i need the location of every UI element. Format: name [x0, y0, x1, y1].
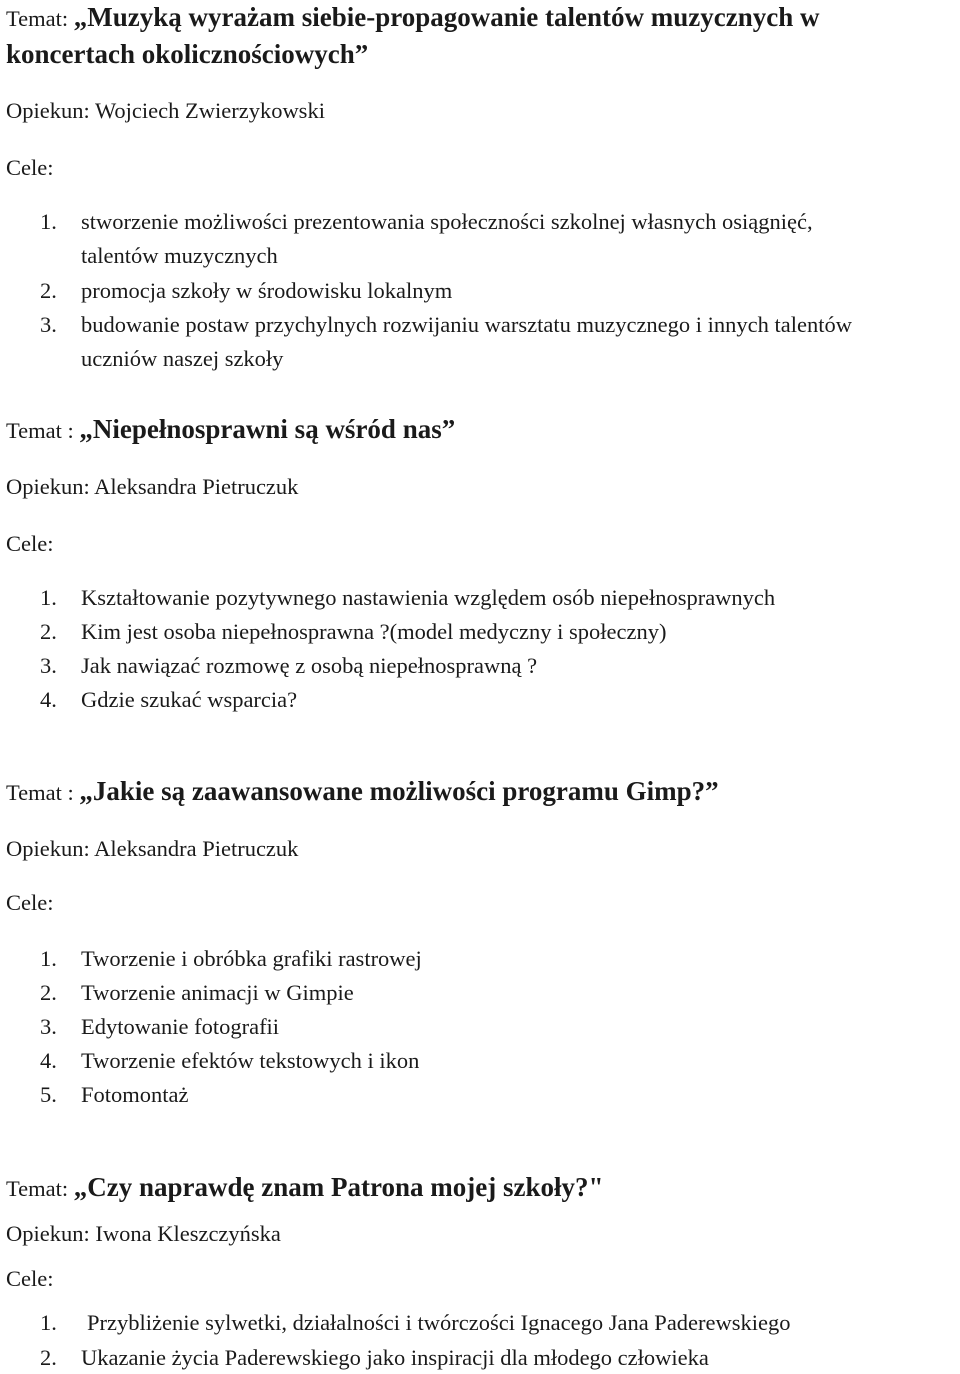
- goal-number: 2.: [40, 980, 57, 1005]
- section-4-opiekun: Opiekun: Iwona Kleszczyńska: [6, 1221, 281, 1246]
- goal-number: 2.: [40, 1345, 57, 1370]
- goal-number: 1.: [40, 946, 57, 971]
- goal-text: promocja szkoły w środowisku lokalnym: [81, 278, 453, 303]
- section-2-temat-label: Temat :: [6, 418, 80, 443]
- goal-number: 1.: [40, 585, 57, 610]
- section-3-temat-label: Temat :: [6, 780, 80, 805]
- goal-text: Tworzenie animacji w Gimpie: [81, 980, 354, 1005]
- goal-text: Tworzenie i obróbka grafiki rastrowej: [81, 946, 422, 971]
- goal-number: 3.: [40, 1014, 57, 1039]
- goal-number: 3.: [40, 312, 57, 337]
- goal-number: 4.: [40, 1048, 57, 1073]
- goal-number: 1.: [40, 209, 57, 234]
- goal-text-line-2: talentów muzycznych: [81, 243, 278, 268]
- goal-number: 1.: [40, 1310, 57, 1335]
- section-1-opiekun: Opiekun: Wojciech Zwierzykowski: [6, 98, 325, 123]
- section-2-opiekun: Opiekun: Aleksandra Pietruczuk: [6, 474, 299, 499]
- section-4-cele-label: Cele:: [6, 1266, 54, 1291]
- goal-text: Przybliżenie sylwetki, działalności i twórczości Ignacego Jana Paderewskiego: [87, 1310, 791, 1335]
- section-1-title-part-1: „Muzyką wyrażam siebie-propagowanie talentów muzycznych w: [73, 2, 820, 32]
- goal-text: Tworzenie efektów tekstowych i ikon: [81, 1048, 420, 1073]
- goal-number: 2.: [40, 278, 57, 303]
- section-3-opiekun: Opiekun: Aleksandra Pietruczuk: [6, 836, 299, 861]
- section-1-title-line-1: [6, 4, 819, 31]
- goal-text-line-1: stworzenie możliwości prezentowania społeczności szkolnej własnych osiągnięć,: [81, 209, 813, 234]
- section-3-title: [6, 778, 719, 805]
- goal-text: Jak nawiązać rozmowę z osobą niepełnosprawną ?: [81, 653, 538, 678]
- section-2-cele-label: Cele:: [6, 531, 54, 556]
- goal-number: 4.: [40, 687, 57, 712]
- section-1-title-line-2: koncertach okolicznościowych”: [6, 39, 369, 69]
- goal-text: Kształtowanie pozytywnego nastawienia względem osób niepełnosprawnych: [81, 585, 776, 610]
- goal-text-line-2: uczniów naszej szkoły: [81, 346, 284, 371]
- goal-text: Ukazanie życia Paderewskiego jako inspiracji dla młodego człowieka: [81, 1345, 709, 1370]
- goal-number: 2.: [40, 619, 57, 644]
- goal-number: 3.: [40, 653, 57, 678]
- section-2-title: [6, 416, 455, 443]
- goal-text: Kim jest osoba niepełnosprawna ?(model medyczny i społeczny): [81, 619, 667, 644]
- goal-text: Fotomontaż: [81, 1082, 189, 1107]
- goal-number: 5.: [40, 1082, 57, 1107]
- goal-text-line-1: budowanie postaw przychylnych rozwijaniu warsztatu muzycznego i innych talentów: [81, 312, 853, 337]
- section-1-cele-label: Cele:: [6, 155, 54, 180]
- section-2-title-text: „Niepełnosprawni są wśród nas”: [79, 414, 456, 444]
- section-4-title-text: „Czy naprawdę znam Patrona mojej szkoły?": [73, 1172, 604, 1202]
- section-1-temat-label: Temat:: [6, 6, 74, 31]
- goal-text: Gdzie szukać wsparcia?: [81, 687, 298, 712]
- section-4-temat-label: Temat:: [6, 1176, 74, 1201]
- section-3-title-text: „Jakie są zaawansowane możliwości programu Gimp?”: [79, 776, 719, 806]
- goal-text: Edytowanie fotografii: [81, 1014, 280, 1039]
- section-3-cele-label: Cele:: [6, 890, 54, 915]
- section-4-title: [6, 1174, 603, 1201]
